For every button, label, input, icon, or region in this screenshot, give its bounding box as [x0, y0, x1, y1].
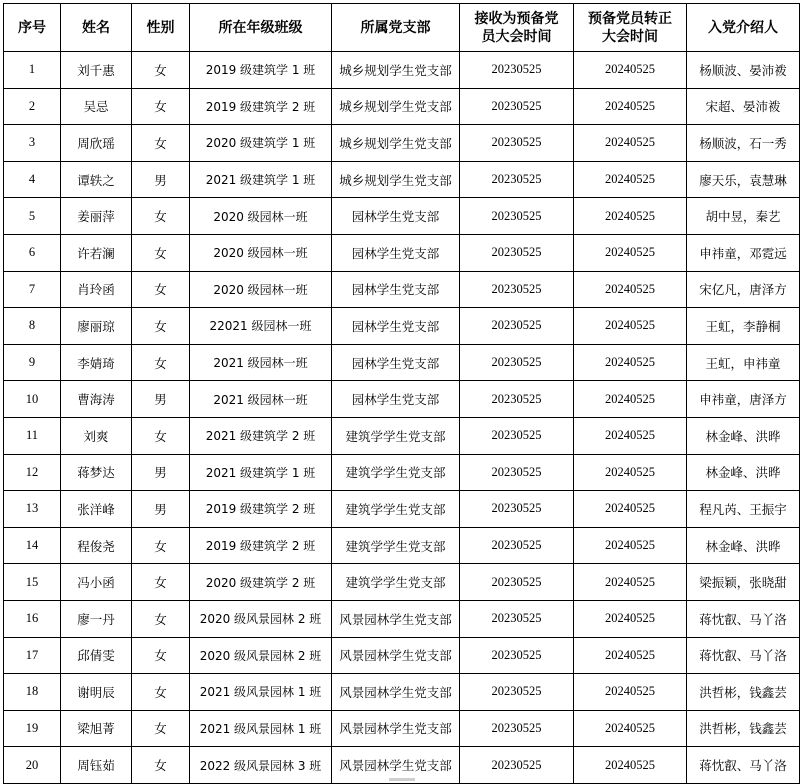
cell-class: 2020 级园林一班: [190, 234, 332, 271]
cell-sponsors: 王虹，李静桐: [687, 308, 800, 345]
cell-branch: 园林学生党支部: [332, 381, 460, 418]
cell-gender: 女: [132, 271, 190, 308]
cell-gender: 男: [132, 454, 190, 491]
cell-full-member-date: 20240525: [574, 564, 687, 601]
table-row: [4, 308, 800, 345]
cell-class: 2020 级园林一班: [190, 271, 332, 308]
cell-index: 18: [4, 674, 61, 711]
cell-name: 肖玲函: [61, 271, 132, 308]
cell-gender: 女: [132, 417, 190, 454]
cell-gender: 女: [132, 234, 190, 271]
cell-branch: 建筑学学生党支部: [332, 454, 460, 491]
cell-gender: 女: [132, 125, 190, 162]
cell-name: 刘千惠: [61, 52, 132, 89]
cell-index: 5: [4, 198, 61, 235]
table-body: [4, 52, 800, 784]
cell-branch: 风景园林学生党支部: [332, 674, 460, 711]
header-cell-index: 序号: [4, 4, 61, 52]
header-cell-name: 姓名: [61, 4, 132, 52]
table-row: [4, 600, 800, 637]
cell-sponsors: 梁振颖，张晓甜: [687, 564, 800, 601]
table-row: [4, 454, 800, 491]
cell-class: 2020 级建筑学 2 班: [190, 564, 332, 601]
cell-name: 刘爽: [61, 417, 132, 454]
cell-branch: 园林学生党支部: [332, 344, 460, 381]
cell-branch: 建筑学学生党支部: [332, 417, 460, 454]
table-row: [4, 674, 800, 711]
cell-class: 22021 级园林一班: [190, 308, 332, 345]
cell-full-member-date: 20240525: [574, 491, 687, 528]
cell-full-member-date: 20240525: [574, 308, 687, 345]
cell-index: 6: [4, 234, 61, 271]
cell-branch: 建筑学学生党支部: [332, 527, 460, 564]
cell-branch: 城乡规划学生党支部: [332, 161, 460, 198]
cell-full-member-date: 20240525: [574, 527, 687, 564]
cell-probation-date: 20230525: [460, 344, 574, 381]
cell-class: 2021 级建筑学 1 班: [190, 161, 332, 198]
cell-full-member-date: 20240525: [574, 747, 687, 784]
member-table: [3, 3, 800, 784]
cell-name: 梁旭菁: [61, 710, 132, 747]
cell-sponsors: 申祎童，邓霓远: [687, 234, 800, 271]
cell-gender: 女: [132, 198, 190, 235]
cell-probation-date: 20230525: [460, 491, 574, 528]
cell-gender: 女: [132, 674, 190, 711]
cell-gender: 女: [132, 637, 190, 674]
cell-gender: 女: [132, 308, 190, 345]
cell-probation-date: 20230525: [460, 125, 574, 162]
cell-probation-date: 20230525: [460, 417, 574, 454]
cell-branch: 建筑学学生党支部: [332, 564, 460, 601]
table-row: [4, 52, 800, 89]
cell-gender: 女: [132, 344, 190, 381]
cell-probation-date: 20230525: [460, 161, 574, 198]
cell-name: 蒋梦达: [61, 454, 132, 491]
header-cell-class: 所在年级班级: [190, 4, 332, 52]
cell-class: 2021 级风景园林 1 班: [190, 674, 332, 711]
table-row: [4, 564, 800, 601]
cell-branch: 城乡规划学生党支部: [332, 88, 460, 125]
cell-class: 2020 级建筑学 1 班: [190, 125, 332, 162]
cell-probation-date: 20230525: [460, 234, 574, 271]
cell-class: 2019 级建筑学 2 班: [190, 527, 332, 564]
cell-name: 曹海涛: [61, 381, 132, 418]
table-row: [4, 198, 800, 235]
scroll-indicator: [389, 778, 415, 781]
cell-probation-date: 20230525: [460, 674, 574, 711]
header-cell-branch: 所属党支部: [332, 4, 460, 52]
cell-full-member-date: 20240525: [574, 198, 687, 235]
cell-class: 2021 级园林一班: [190, 381, 332, 418]
cell-gender: 女: [132, 527, 190, 564]
cell-index: 14: [4, 527, 61, 564]
cell-probation-date: 20230525: [460, 564, 574, 601]
cell-index: 1: [4, 52, 61, 89]
header-row: [4, 4, 800, 52]
table-header: [4, 4, 800, 52]
cell-full-member-date: 20240525: [574, 125, 687, 162]
cell-class: 2021 级建筑学 1 班: [190, 454, 332, 491]
cell-index: 19: [4, 710, 61, 747]
cell-sponsors: 申祎童，唐泽方: [687, 381, 800, 418]
cell-name: 张洋峰: [61, 491, 132, 528]
cell-full-member-date: 20240525: [574, 88, 687, 125]
cell-sponsors: 杨顺波，石一秀: [687, 125, 800, 162]
cell-branch: 园林学生党支部: [332, 271, 460, 308]
cell-sponsors: 宋亿凡，唐泽方: [687, 271, 800, 308]
cell-name: 许若澜: [61, 234, 132, 271]
cell-full-member-date: 20240525: [574, 454, 687, 491]
cell-index: 10: [4, 381, 61, 418]
cell-sponsors: 杨顺波、晏沛袯: [687, 52, 800, 89]
cell-full-member-date: 20240525: [574, 161, 687, 198]
cell-full-member-date: 20240525: [574, 52, 687, 89]
cell-name: 李婧琦: [61, 344, 132, 381]
cell-class: 2021 级风景园林 1 班: [190, 710, 332, 747]
cell-name: 吴忌: [61, 88, 132, 125]
cell-sponsors: 胡中昱，秦艺: [687, 198, 800, 235]
cell-index: 9: [4, 344, 61, 381]
cell-probation-date: 20230525: [460, 637, 574, 674]
cell-branch: 风景园林学生党支部: [332, 747, 460, 784]
cell-class: 2019 级建筑学 2 班: [190, 491, 332, 528]
cell-class: 2021 级建筑学 2 班: [190, 417, 332, 454]
cell-sponsors: 林金峰、洪晔: [687, 454, 800, 491]
table-row: [4, 234, 800, 271]
cell-full-member-date: 20240525: [574, 710, 687, 747]
cell-probation-date: 20230525: [460, 600, 574, 637]
table-row: [4, 271, 800, 308]
cell-branch: 城乡规划学生党支部: [332, 125, 460, 162]
cell-class: 2020 级风景园林 2 班: [190, 637, 332, 674]
table-row: [4, 125, 800, 162]
cell-name: 周欣瑶: [61, 125, 132, 162]
cell-probation-date: 20230525: [460, 527, 574, 564]
cell-class: 2019 级建筑学 1 班: [190, 52, 332, 89]
cell-index: 20: [4, 747, 61, 784]
cell-sponsors: 林金峰、洪晔: [687, 527, 800, 564]
cell-full-member-date: 20240525: [574, 637, 687, 674]
cell-sponsors: 蒋忱叡、马丫洛: [687, 637, 800, 674]
cell-sponsors: 蒋忱叡、马丫洛: [687, 747, 800, 784]
cell-branch: 园林学生党支部: [332, 308, 460, 345]
header-cell-full-member-date: 预备党员转正大会时间: [574, 4, 687, 52]
cell-full-member-date: 20240525: [574, 381, 687, 418]
cell-name: 冯小函: [61, 564, 132, 601]
cell-probation-date: 20230525: [460, 198, 574, 235]
table-row: [4, 88, 800, 125]
header-cell-sponsors: 入党介绍人: [687, 4, 800, 52]
cell-gender: 女: [132, 600, 190, 637]
cell-name: 周钰茹: [61, 747, 132, 784]
cell-probation-date: 20230525: [460, 88, 574, 125]
cell-sponsors: 王虹，申祎童: [687, 344, 800, 381]
cell-sponsors: 洪哲彬，钱鑫芸: [687, 710, 800, 747]
table-row: [4, 491, 800, 528]
cell-probation-date: 20230525: [460, 52, 574, 89]
cell-probation-date: 20230525: [460, 454, 574, 491]
table-row: [4, 161, 800, 198]
cell-probation-date: 20230525: [460, 710, 574, 747]
cell-class: 2021 级园林一班: [190, 344, 332, 381]
cell-index: 12: [4, 454, 61, 491]
cell-gender: 女: [132, 52, 190, 89]
cell-branch: 园林学生党支部: [332, 234, 460, 271]
cell-probation-date: 20230525: [460, 271, 574, 308]
cell-index: 13: [4, 491, 61, 528]
cell-gender: 女: [132, 88, 190, 125]
header-cell-gender: 性别: [132, 4, 190, 52]
cell-name: 谭轶之: [61, 161, 132, 198]
cell-full-member-date: 20240525: [574, 234, 687, 271]
cell-name: 程俊尧: [61, 527, 132, 564]
cell-probation-date: 20230525: [460, 308, 574, 345]
cell-branch: 园林学生党支部: [332, 198, 460, 235]
cell-gender: 男: [132, 491, 190, 528]
cell-branch: 城乡规划学生党支部: [332, 52, 460, 89]
cell-full-member-date: 20240525: [574, 600, 687, 637]
cell-index: 15: [4, 564, 61, 601]
cell-class: 2020 级园林一班: [190, 198, 332, 235]
cell-index: 16: [4, 600, 61, 637]
cell-sponsors: 廖天乐，袁慧琳: [687, 161, 800, 198]
cell-index: 3: [4, 125, 61, 162]
cell-class: 2020 级风景园林 2 班: [190, 600, 332, 637]
cell-index: 17: [4, 637, 61, 674]
cell-sponsors: 蒋忱叡、马丫洛: [687, 600, 800, 637]
cell-branch: 风景园林学生党支部: [332, 637, 460, 674]
cell-name: 姜丽萍: [61, 198, 132, 235]
table-row: [4, 527, 800, 564]
cell-branch: 风景园林学生党支部: [332, 600, 460, 637]
cell-name: 廖一丹: [61, 600, 132, 637]
cell-index: 2: [4, 88, 61, 125]
cell-full-member-date: 20240525: [574, 674, 687, 711]
cell-index: 11: [4, 417, 61, 454]
cell-gender: 女: [132, 564, 190, 601]
cell-probation-date: 20230525: [460, 381, 574, 418]
cell-class: 2019 级建筑学 2 班: [190, 88, 332, 125]
cell-gender: 男: [132, 161, 190, 198]
cell-probation-date: 20230525: [460, 747, 574, 784]
cell-name: 廖丽琼: [61, 308, 132, 345]
cell-index: 7: [4, 271, 61, 308]
table-row: [4, 637, 800, 674]
cell-gender: 男: [132, 381, 190, 418]
cell-branch: 风景园林学生党支部: [332, 710, 460, 747]
cell-gender: 女: [132, 747, 190, 784]
table-row: [4, 417, 800, 454]
cell-full-member-date: 20240525: [574, 271, 687, 308]
cell-branch: 建筑学学生党支部: [332, 491, 460, 528]
cell-sponsors: 林金峰、洪晔: [687, 417, 800, 454]
cell-class: 2022 级风景园林 3 班: [190, 747, 332, 784]
header-cell-probation-date: 接收为预备党员大会时间: [460, 4, 574, 52]
table-row: [4, 710, 800, 747]
cell-sponsors: 宋超、晏沛袯: [687, 88, 800, 125]
cell-index: 4: [4, 161, 61, 198]
cell-gender: 女: [132, 710, 190, 747]
table-row: [4, 381, 800, 418]
table-row: [4, 344, 800, 381]
cell-full-member-date: 20240525: [574, 417, 687, 454]
cell-sponsors: 洪哲彬，钱鑫芸: [687, 674, 800, 711]
cell-sponsors: 程凡芮、王振宇: [687, 491, 800, 528]
cell-full-member-date: 20240525: [574, 344, 687, 381]
cell-index: 8: [4, 308, 61, 345]
cell-name: 邱倩雯: [61, 637, 132, 674]
cell-name: 谢明辰: [61, 674, 132, 711]
